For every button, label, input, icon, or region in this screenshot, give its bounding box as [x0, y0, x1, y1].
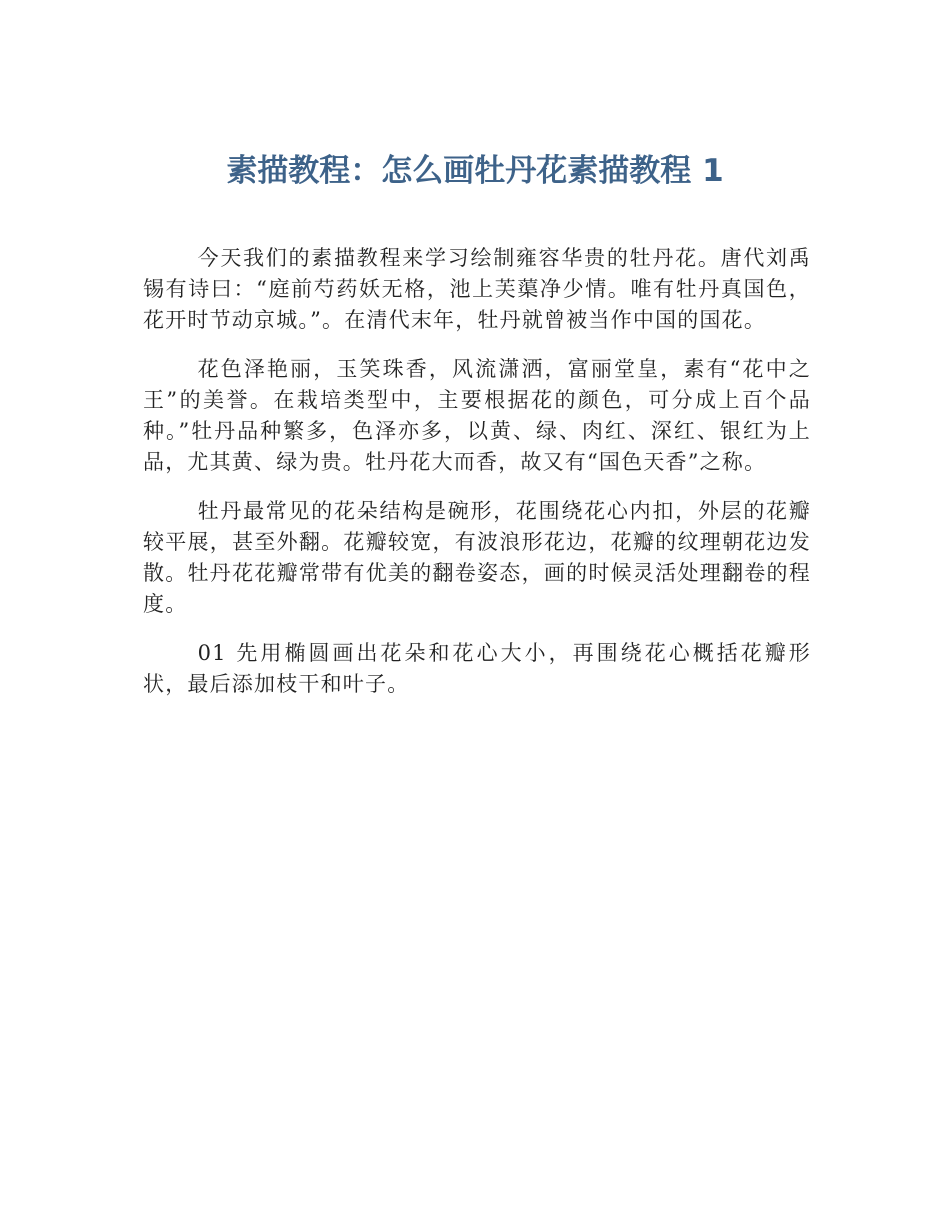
paragraph-step-01: 01 先用椭圆画出花朵和花心大小，再围绕花心概括花瓣形状，最后添加枝干和叶子。 — [143, 641, 811, 696]
paragraph-intro: 今天我们的素描教程来学习绘制雍容华贵的牡丹花。唐代刘禹锡有诗曰：“庭前芍药妖无格，池上芙蕖净少情。唯有牡丹真国色，花开时节动京城。”。在清代末年，牡丹就曾被当作中国的国花。 — [143, 246, 811, 332]
document-body — [143, 243, 811, 718]
document-title: 素描教程：怎么画牡丹花素描教程 1 — [226, 153, 724, 189]
paragraph-flower-structure: 牡丹最常见的花朵结构是碗形，花围绕花心内扣，外层的花瓣较平展，甚至外翻。花瓣较宽，有波浪形花边，花瓣的纹理朝花边发散。牡丹花花瓣常带有优美的翻卷姿态，画的时候灵活处理翻卷的程度。 — [143, 499, 811, 616]
paragraph-flower-description: 花色泽艳丽，玉笑珠香，风流潇洒，富丽堂皇，素有“花中之王”的美誉。在栽培类型中，主要根据花的颜色，可分成上百个品种。”牡丹品种繁多，色泽亦多，以黄、绿、肉红、深红、银红为上品，尤其黄、绿为贵。牡丹花大而香，故又有“国色天香”之称。 — [143, 357, 811, 474]
